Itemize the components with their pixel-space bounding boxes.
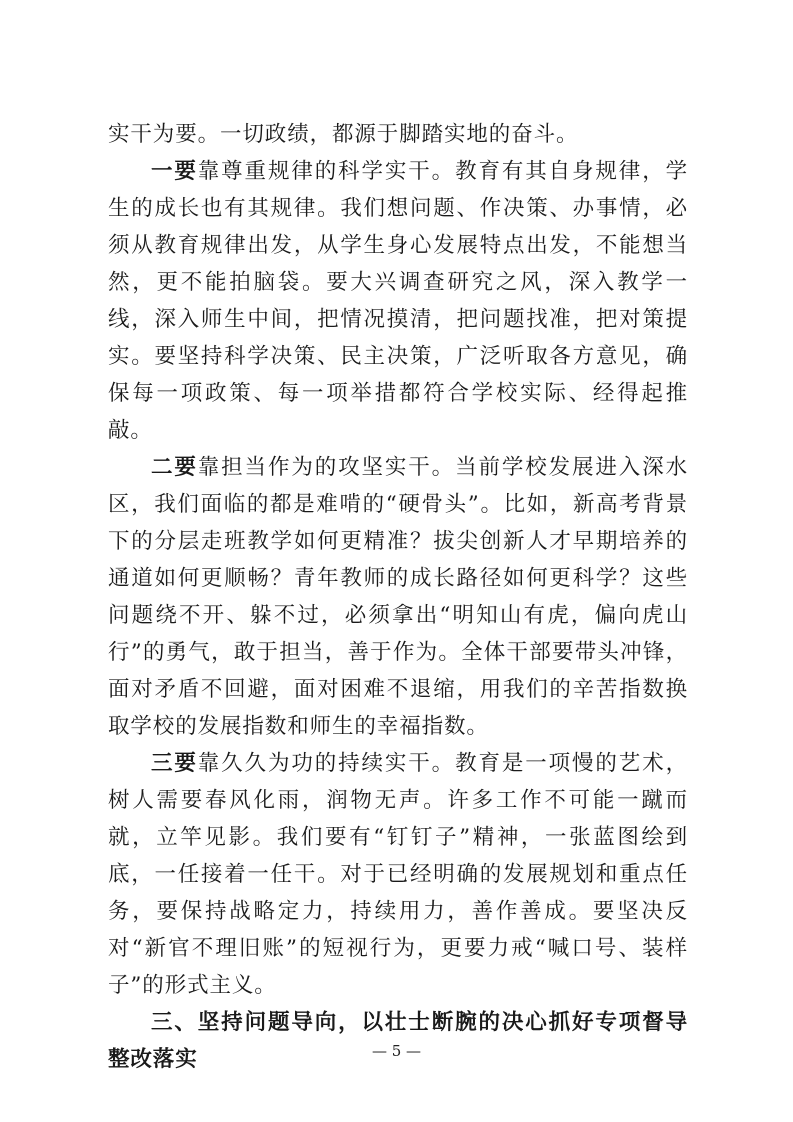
paragraph-1-text: 实干为要。一切政绩，都源于脚踏实地的奋斗。 xyxy=(108,122,579,147)
body-text xyxy=(108,116,688,1078)
paragraph-2-lead: 一要 xyxy=(151,159,198,184)
paragraph-4-lead: 三要 xyxy=(151,751,198,776)
paragraph-2 xyxy=(108,153,688,449)
paragraph-1 xyxy=(108,116,688,153)
section-heading: 三、坚持问题导向，以壮士断腕的决心抓好专项督导整改落实 xyxy=(108,1010,688,1072)
paragraph-3 xyxy=(108,449,688,745)
paragraph-4 xyxy=(108,745,688,1004)
paragraph-2-text: 靠尊重规律的科学实干。教育有其自身规律，学生的成长也有其规律。我们想问题、作决策、办事情，必须从教育规律出发，从学生身心发展特点出发，不能想当然，更不能拍脑袋。要大兴调查研究之风，深入教学一线，深入师生中间，把情况摸清，把问题找准，把对策提实。要坚持科学决策、民主决策，广泛听取各方意见，确保每一项政策、每一项举措都符合学校实际、经得起推敲。 xyxy=(108,159,688,443)
paragraph-4-text: 靠久久为功的持续实干。教育是一项慢的艺术，树人需要春风化雨，润物无声。许多工作不可能一蹴而就，立竿见影。我们要有“钉钉子”精神，一张蓝图绘到底，一任接着一任干。对于已经明确的发展规划和重点任务，要保持战略定力，持续用力，善作善成。要坚决反对“新官不理旧账”的短视行为，更要力戒“喊口号、装样子”的形式主义。 xyxy=(108,751,688,998)
paragraph-3-text: 靠担当作为的攻坚实干。当前学校发展进入深水区，我们面临的都是难啃的“硬骨头”。比如，新高考背景下的分层走班教学如何更精准？拔尖创新人才早期培养的通道如何更顺畅？青年教师的成长路径如何更科学？这些问题绕不开、躲不过，必须拿出“明知山有虎，偏向虎山行”的勇气，敢于担当，善于作为。全体干部要带头冲锋，面对矛盾不回避，面对困难不退缩，用我们的辛苦指数换取学校的发展指数和师生的幸福指数。 xyxy=(108,455,688,739)
page-number: — 5 — xyxy=(371,1042,422,1060)
paragraph-3-lead: 二要 xyxy=(151,455,198,480)
